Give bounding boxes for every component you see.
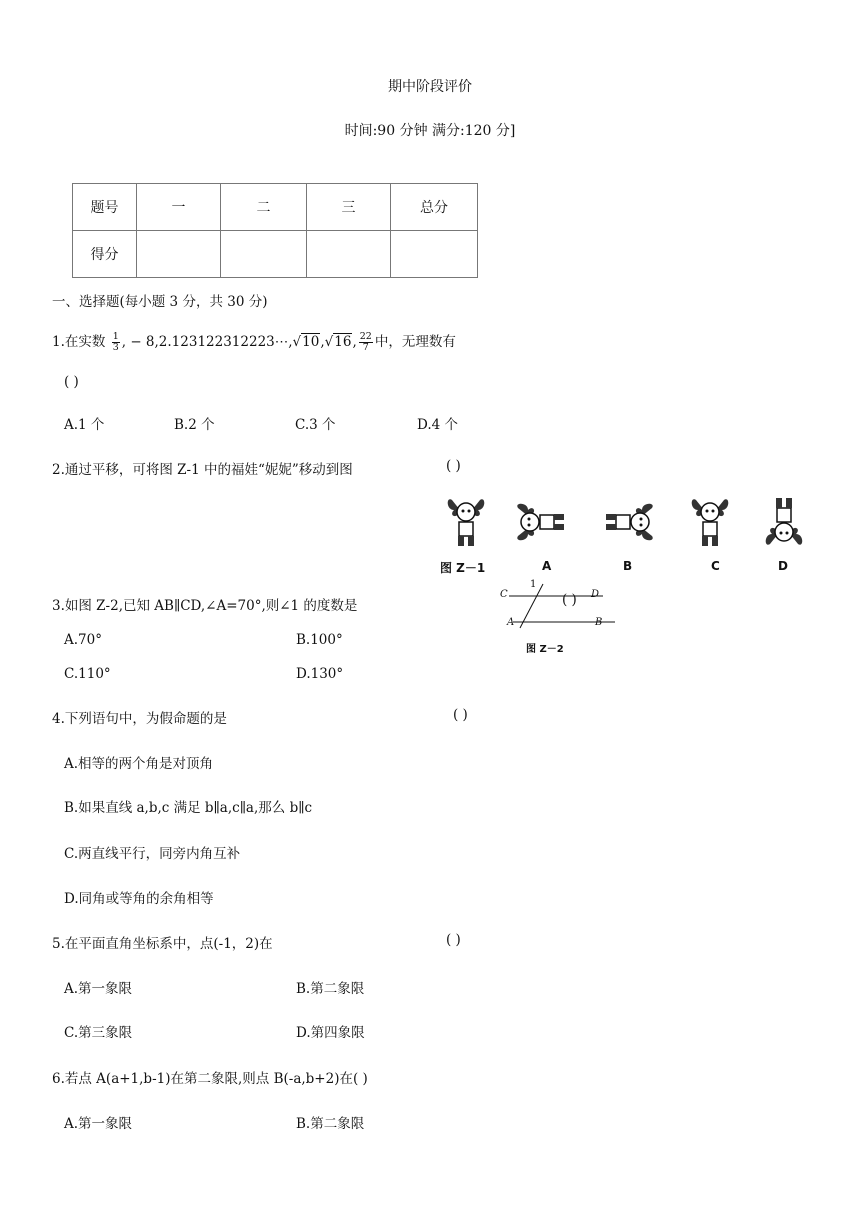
doll-figure-original xyxy=(448,499,485,546)
score-table-cell: 一 xyxy=(137,184,221,231)
option-c[interactable]: C.3 个 xyxy=(295,417,336,433)
page-title: 期中阶段评价 xyxy=(388,79,472,95)
point-c-label: C xyxy=(500,589,508,600)
score-table-cell: 题号 xyxy=(73,184,137,231)
option-b[interactable]: B.第二象限 xyxy=(296,981,365,997)
score-table-cell: 三 xyxy=(307,184,391,231)
question-1-stem: 1.在实数 $\frac{1}{3}$ , − 8,2.123122312223⋯,√10,√16, $\frac{22}{7}$ 中，无理数有 xyxy=(52,331,456,353)
fraction-denominator: 3 xyxy=(112,342,119,353)
option-d[interactable]: D.4 个 xyxy=(417,417,459,433)
radicand: 10 xyxy=(302,334,320,350)
option-d[interactable]: D.130° xyxy=(296,666,344,682)
question-4-stem: 4.下列语句中，为假命题的是 xyxy=(52,711,227,727)
option-a[interactable]: A.第一象限 xyxy=(64,1116,133,1132)
option-b[interactable]: B.2 个 xyxy=(174,417,215,433)
question-2-stem: 2.通过平移，可将图 Z-1 中的福娃“妮妮”移动到图 xyxy=(52,462,353,478)
figure-label-d: D xyxy=(778,559,788,573)
option-c[interactable]: C.两直线平行，同旁内角互补 xyxy=(64,846,241,862)
doll-figure-b xyxy=(606,504,653,541)
option-c[interactable]: C.110° xyxy=(64,666,111,682)
doll-figure-d xyxy=(766,498,803,545)
option-d[interactable]: D.第四象限 xyxy=(296,1025,365,1041)
fraction-22-7 xyxy=(359,332,373,353)
figure-label-c: C xyxy=(711,559,720,573)
radicand: 16 xyxy=(334,334,352,350)
score-table-score-row xyxy=(73,231,478,278)
figure-caption: 图 Z－2 xyxy=(526,644,564,655)
q2-figures xyxy=(440,494,820,552)
question-3-stem: 3.如图 Z-2,已知 AB∥CD,∠A=70°,则∠1 的度数是 xyxy=(52,598,358,614)
option-b[interactable]: B.100° xyxy=(296,632,343,648)
score-blank-cell[interactable] xyxy=(307,231,391,278)
section-heading: 一、选择题(每小题 3 分，共 30 分) xyxy=(52,294,268,310)
option-c[interactable]: C.第三象限 xyxy=(64,1025,133,1041)
fraction-one-third xyxy=(112,332,120,353)
doll-figure-a xyxy=(517,504,564,541)
option-b[interactable]: B.第二象限 xyxy=(296,1116,365,1132)
figure-label-b: B xyxy=(623,559,633,573)
fraction-numerator: 1 xyxy=(112,331,119,342)
option-a[interactable]: A.1 个 xyxy=(64,417,105,433)
sqrt-sixteen: √16 xyxy=(324,334,352,350)
question-5-stem: 5.在平面直角坐标系中，点(-1，2)在 xyxy=(52,936,273,952)
answer-paren: ( ) xyxy=(453,707,468,723)
option-d[interactable]: D.同角或等角的余角相等 xyxy=(64,891,214,907)
score-blank-cell[interactable] xyxy=(391,231,478,278)
point-d-label: D xyxy=(591,589,600,600)
option-b[interactable]: B.如果直线 a,b,c 满足 b∥a,c∥a,那么 b∥c xyxy=(64,800,313,816)
point-b-label: B xyxy=(595,617,603,628)
option-a[interactable]: A.第一象限 xyxy=(64,981,133,997)
q1-prefix: 1.在实数 xyxy=(52,334,106,350)
answer-paren: ( ) xyxy=(446,458,461,474)
score-table xyxy=(72,183,478,278)
option-a[interactable]: A.70° xyxy=(64,632,102,648)
sqrt-ten: √10 xyxy=(292,334,320,350)
angle-1-label: 1 xyxy=(530,579,537,590)
fraction-numerator: 22 xyxy=(359,331,372,342)
score-table-cell: 得分 xyxy=(73,231,137,278)
question-6-stem: 6.若点 A(a+1,b-1)在第二象限,则点 B(-a,b+2)在( ) xyxy=(52,1071,368,1087)
answer-paren: ( ) xyxy=(446,932,461,948)
answer-paren: ( ) xyxy=(562,592,577,608)
score-table-cell: 二 xyxy=(221,184,307,231)
exam-info: 时间:90 分钟 满分:120 分] xyxy=(344,123,516,139)
doll-figure-c xyxy=(692,499,729,546)
fraction-denominator: 7 xyxy=(362,342,369,353)
point-a-label: A xyxy=(507,617,515,628)
q1-middle: , − 8,2.123122312223⋯, xyxy=(121,334,293,350)
figure-label-a: A xyxy=(542,559,552,573)
score-table-cell: 总分 xyxy=(391,184,478,231)
option-a[interactable]: A.相等的两个角是对顶角 xyxy=(64,756,214,772)
score-table-header-row xyxy=(73,184,478,231)
score-blank-cell[interactable] xyxy=(137,231,221,278)
answer-paren: ( ) xyxy=(64,374,79,390)
score-blank-cell[interactable] xyxy=(221,231,307,278)
q1-suffix: 中，无理数有 xyxy=(374,334,456,350)
figure-caption: 图 Z－1 xyxy=(440,561,486,575)
